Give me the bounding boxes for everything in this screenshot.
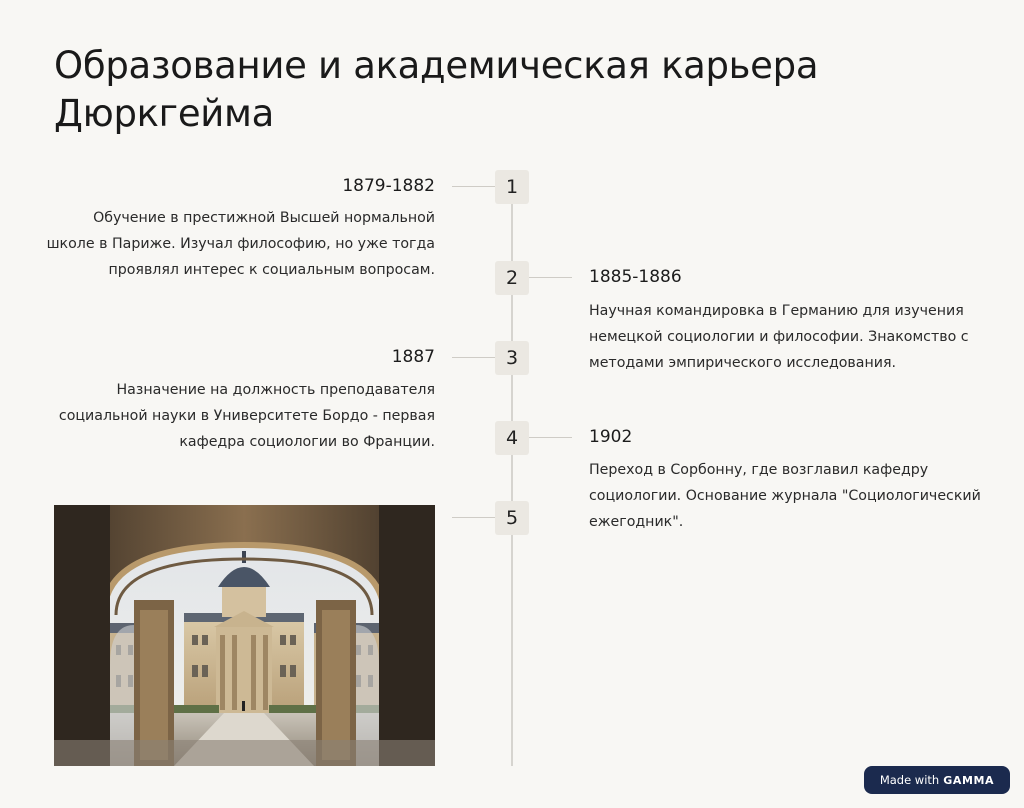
made-with-gamma-badge[interactable] (864, 766, 1010, 794)
sorbonne-courtyard-photo (54, 505, 435, 766)
timeline-year-4: 1902 (589, 427, 633, 447)
badge-prefix: Made with (879, 773, 940, 787)
timeline-node-5: 5 (495, 501, 529, 535)
timeline-connector-4 (529, 437, 572, 438)
timeline-node-1: 1 (495, 170, 529, 204)
timeline-text-3: Назначение на должность преподавателя социальной науки в Университете Бордо - первая кафедра социологии во Франции. (58, 382, 435, 450)
timeline-connector-2 (529, 277, 572, 278)
timeline-node-2: 2 (495, 261, 529, 295)
timeline-year-3: 1887 (391, 347, 435, 367)
timeline-node-4: 4 (495, 421, 529, 455)
timeline-text-2: Научная командировка в Германию для изучения немецкой социологии и философии. Знакомство с методами эмпирического исследования. (589, 303, 969, 371)
timeline-year-1: 1879-1882 (342, 176, 435, 196)
page-title: Образование и академическая карьера Дюркгейма (54, 44, 819, 135)
gamma-logo: GAMMA (943, 773, 995, 787)
timeline-text-1: Обучение в престижной Высшей нормальной школе в Париже. Изучал философию, но уже тогда проявлял интерес к социальным вопросам. (46, 210, 435, 278)
timeline-year-2: 1885-1886 (589, 267, 682, 287)
timeline-connector-1 (452, 186, 495, 187)
timeline-connector-3 (452, 357, 495, 358)
timeline-text-4: Переход в Сорбонну, где возглавил кафедру социологии. Основание журнала "Социологический ежегодник". (589, 462, 981, 530)
timeline-connector-5 (452, 517, 495, 518)
timeline-node-3: 3 (495, 341, 529, 375)
